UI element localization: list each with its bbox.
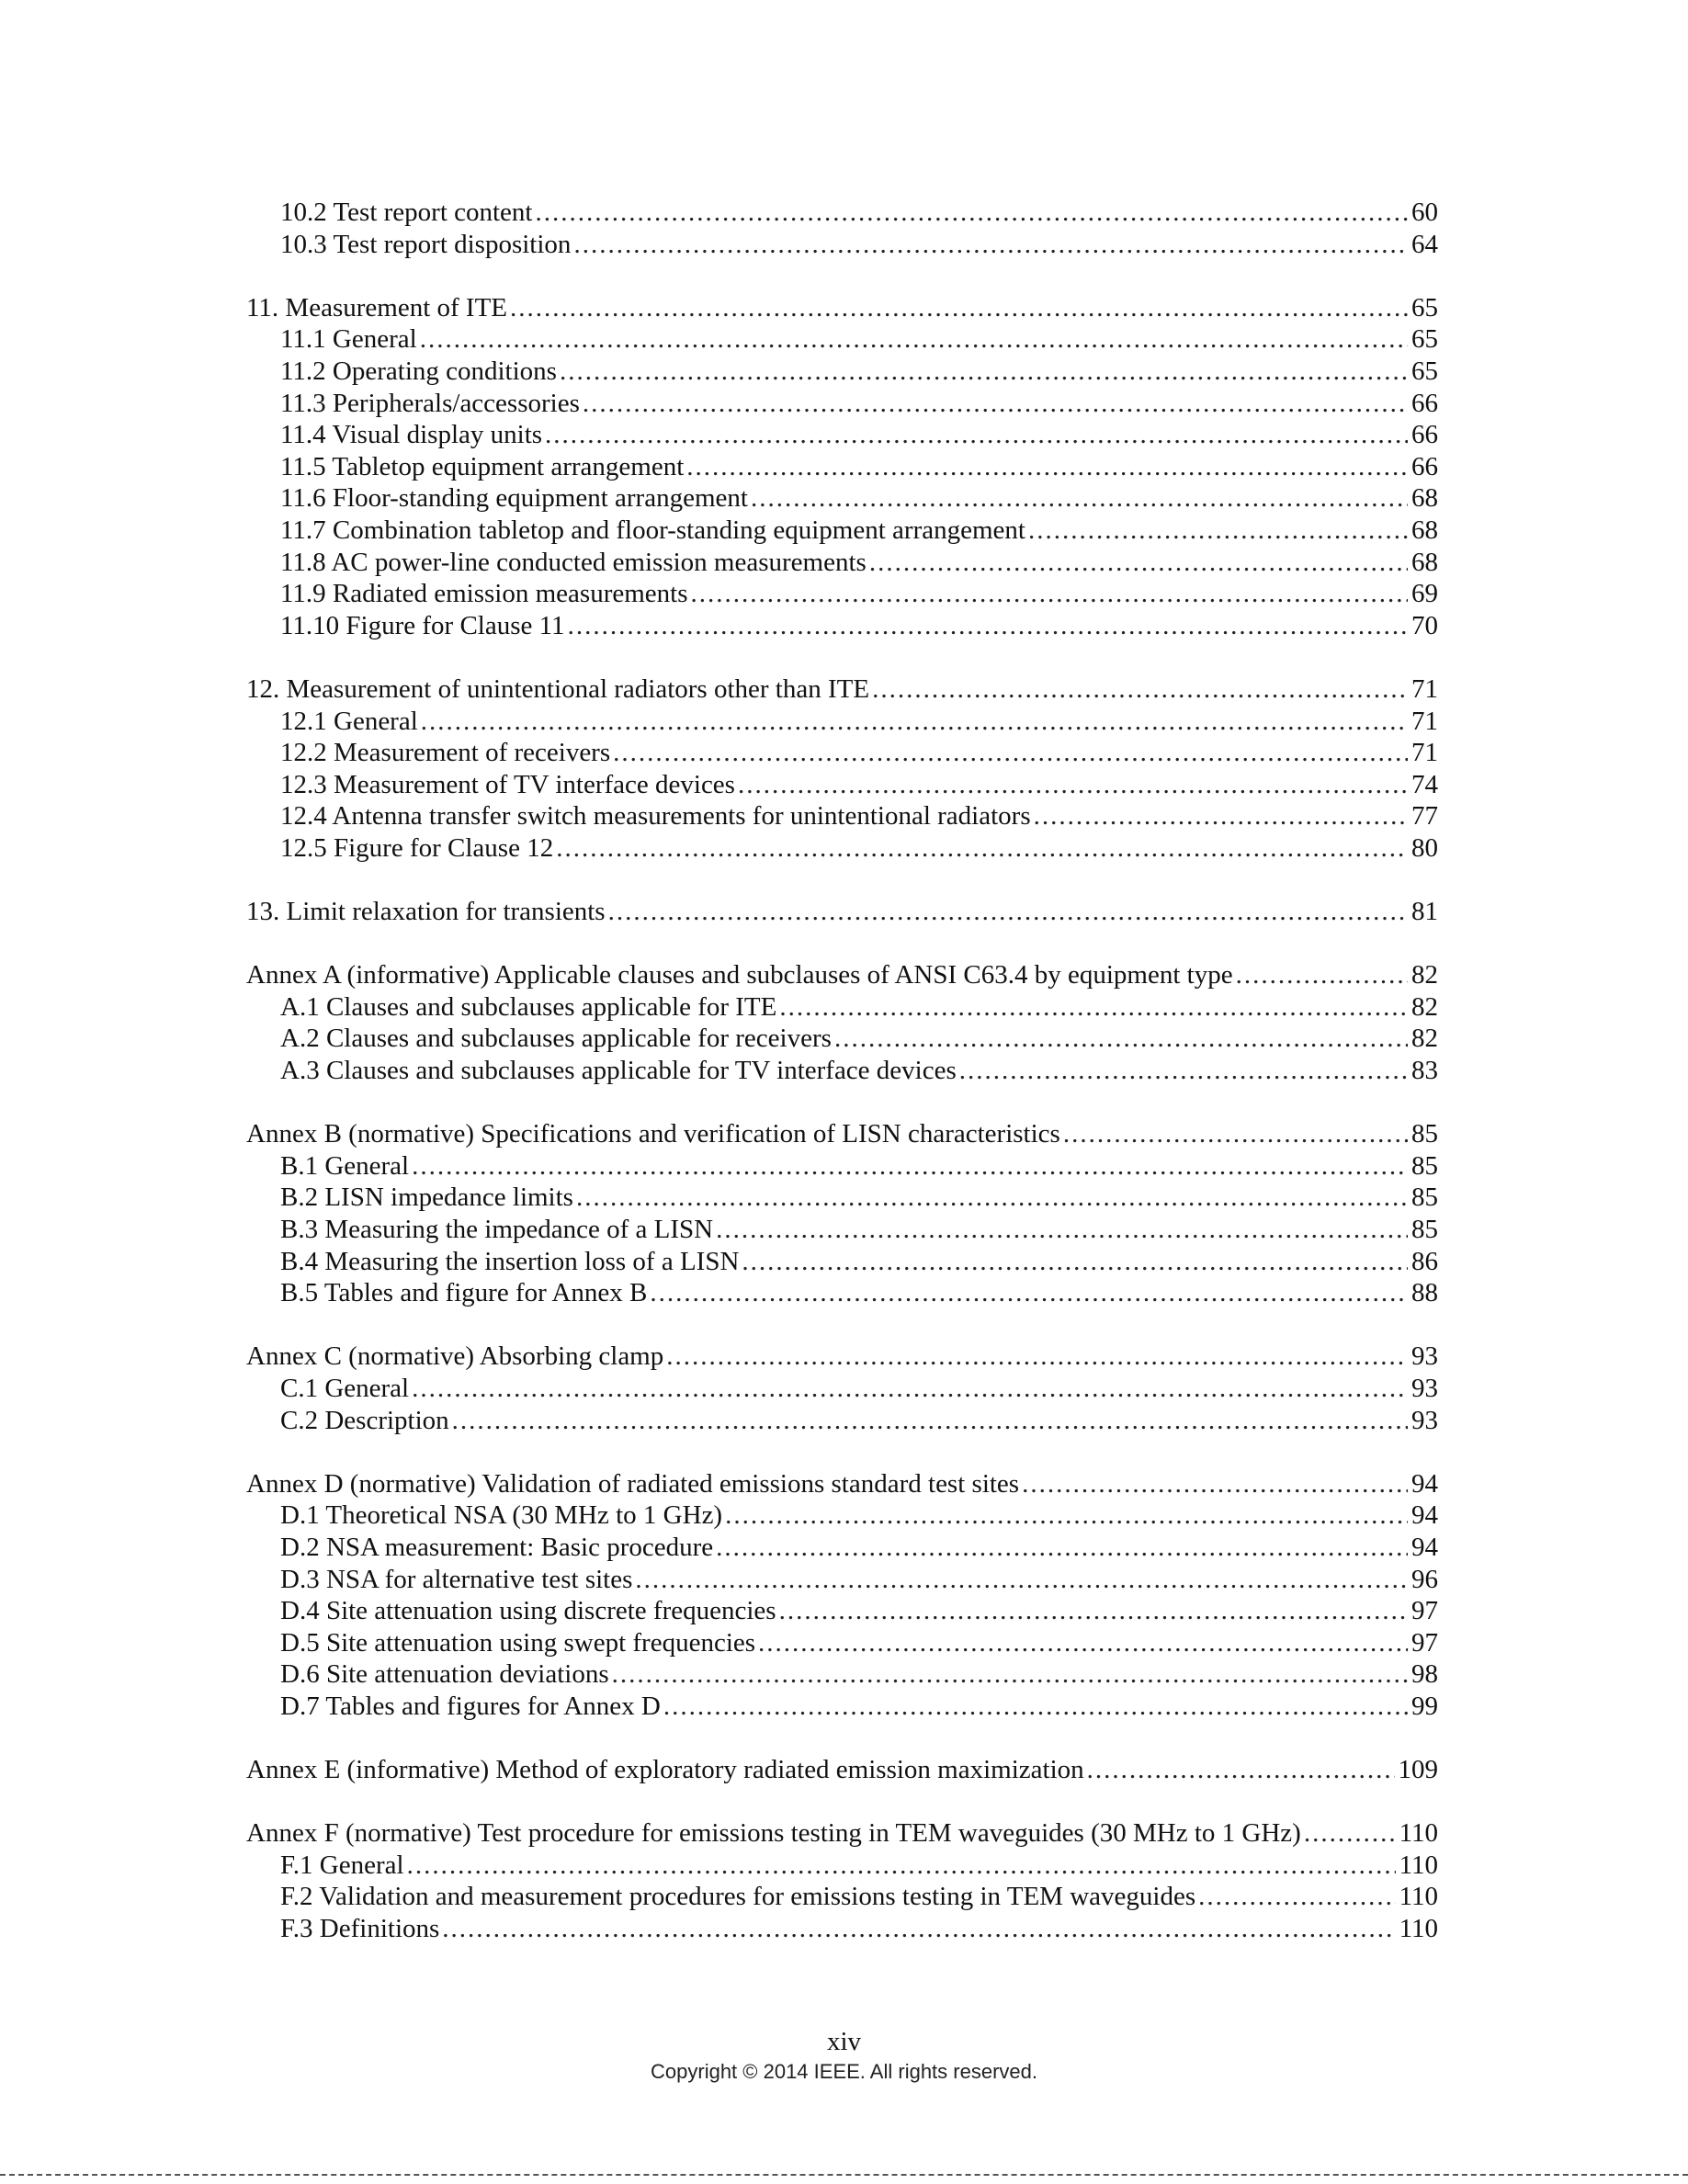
toc-leader-dots <box>576 1182 1408 1214</box>
toc-entry-page: 82 <box>1411 960 1438 990</box>
toc-entry-title: F.1 General <box>280 1850 404 1880</box>
toc-entry[interactable] <box>246 1658 1438 1691</box>
toc-entry-title: 11.7 Combination tabletop and floor-standing equipment arrangement <box>280 515 1025 545</box>
toc-entry-title: Annex F (normative) Test procedure for emissions testing in TEM waveguides (30 MHz to 1 GHz) <box>246 1818 1301 1849</box>
toc-entry-page: 77 <box>1411 801 1438 832</box>
toc-entry-page: 65 <box>1411 356 1438 386</box>
toc-entry-title: C.1 General <box>280 1373 410 1403</box>
toc-entry-page: 93 <box>1411 1405 1438 1435</box>
toc-leader-dots <box>650 1277 1408 1309</box>
toc-entry[interactable] <box>246 832 1438 865</box>
toc-entry-title: 12.3 Measurement of TV interface devices <box>280 769 735 799</box>
toc-entry[interactable] <box>246 1627 1438 1659</box>
toc-entry-page: 110 <box>1399 1850 1438 1880</box>
toc-entry[interactable] <box>246 1691 1438 1723</box>
toc-leader-dots <box>635 1564 1408 1596</box>
toc-entry-page: 85 <box>1411 1215 1438 1244</box>
toc-entry[interactable] <box>246 800 1438 832</box>
toc-entry[interactable] <box>246 610 1438 642</box>
toc-entry[interactable] <box>246 1595 1438 1627</box>
toc-entry[interactable] <box>246 1754 1438 1786</box>
toc-entry-title: 11.6 Floor-standing equipment arrangement <box>280 483 748 514</box>
toc-entry[interactable] <box>246 419 1438 451</box>
toc-entry[interactable] <box>246 1182 1438 1214</box>
toc-entry-title: 11.8 AC power-line conducted emission measurements <box>280 547 867 577</box>
toc-entry-title: 11.10 Figure for Clause 11 <box>280 610 565 640</box>
toc-entry-title: D.1 Theoretical NSA (30 MHz to 1 GHz) <box>280 1500 723 1531</box>
toc-entry[interactable] <box>246 1817 1438 1850</box>
toc-entry-page: 82 <box>1411 1024 1438 1054</box>
toc-leader-dots <box>568 610 1408 642</box>
toc-entry-page: 74 <box>1411 769 1438 799</box>
toc-entry-title: Annex E (informative) Method of exploratory radiated emission maximization <box>246 1755 1084 1785</box>
toc-entry-page: 99 <box>1411 1691 1438 1721</box>
toc-entry-title: 12.2 Measurement of receivers <box>280 738 611 768</box>
toc-entry[interactable] <box>246 1532 1438 1564</box>
toc-entry[interactable] <box>246 673 1438 706</box>
toc-entry-title: 13. Limit relaxation for transients <box>246 897 606 927</box>
toc-leader-dots <box>1236 959 1408 991</box>
toc-entry-page: 65 <box>1411 324 1438 355</box>
toc-leader-dots <box>412 1373 1408 1405</box>
toc-leader-dots <box>691 578 1409 610</box>
toc-entry-page: 97 <box>1411 1627 1438 1658</box>
page-footer <box>0 2025 1688 2086</box>
toc-entry[interactable] <box>246 197 1438 229</box>
toc-entry-title: 12.1 General <box>280 706 418 736</box>
toc-leader-dots <box>686 451 1408 483</box>
toc-entry-title: F.2 Validation and measurement procedures for emissions testing in TEM waveguides <box>280 1882 1196 1912</box>
toc-entry-page: 71 <box>1411 738 1438 768</box>
toc-leader-dots <box>407 1850 1396 1882</box>
toc-entry-page: 93 <box>1411 1341 1438 1372</box>
toc-entry-title: A.1 Clauses and subclauses applicable for ITE <box>280 991 777 1022</box>
toc-entry-title: Annex D (normative) Validation of radiated emissions standard test sites <box>246 1468 1020 1499</box>
toc-entry-title: 12. Measurement of unintentional radiators other than ITE <box>246 673 870 704</box>
toc-entry-title: B.3 Measuring the impedance of a LISN <box>280 1215 714 1244</box>
toc-leader-dots <box>725 1499 1408 1532</box>
toc-leader-dots <box>959 1055 1408 1087</box>
toc-leader-dots <box>1087 1754 1395 1786</box>
toc-entry-page: 69 <box>1411 579 1438 609</box>
toc-entry[interactable] <box>246 959 1438 991</box>
table-of-contents <box>246 197 1438 1945</box>
toc-leader-dots <box>442 1913 1395 1945</box>
toc-entry-page: 81 <box>1411 897 1438 927</box>
toc-entry[interactable] <box>246 388 1438 420</box>
toc-entry[interactable] <box>246 578 1438 610</box>
toc-leader-dots <box>510 292 1408 324</box>
toc-leader-dots <box>412 1150 1408 1183</box>
toc-entry-page: 85 <box>1411 1183 1438 1213</box>
toc-entry-page: 68 <box>1411 483 1438 514</box>
toc-entry-page: 110 <box>1399 1914 1438 1944</box>
toc-entry-page: 71 <box>1411 706 1438 736</box>
toc-entry[interactable] <box>246 769 1438 801</box>
toc-entry-title: D.7 Tables and figures for Annex D <box>280 1691 661 1721</box>
toc-entry-page: 70 <box>1411 610 1438 640</box>
toc-entry[interactable] <box>246 323 1438 356</box>
toc-entry[interactable] <box>246 1468 1438 1500</box>
toc-leader-dots <box>872 673 1408 706</box>
toc-entry[interactable] <box>246 451 1438 483</box>
toc-entry-page: 97 <box>1411 1596 1438 1626</box>
toc-entry[interactable] <box>246 1150 1438 1183</box>
toc-entry[interactable] <box>246 706 1438 738</box>
toc-entry-title: B.4 Measuring the insertion loss of a LISN <box>280 1246 740 1276</box>
toc-entry-page: 85 <box>1411 1119 1438 1149</box>
toc-leader-dots <box>738 769 1408 801</box>
toc-entry-title: A.2 Clauses and subclauses applicable for receivers <box>280 1024 832 1054</box>
toc-entry-page: 88 <box>1411 1278 1438 1308</box>
toc-entry-page: 66 <box>1411 451 1438 481</box>
toc-leader-dots <box>583 388 1408 420</box>
toc-entry[interactable] <box>246 1118 1438 1150</box>
toc-entry[interactable] <box>246 1913 1438 1945</box>
toc-entry[interactable] <box>246 1373 1438 1405</box>
toc-leader-dots <box>779 991 1408 1024</box>
toc-entry[interactable] <box>246 1214 1438 1246</box>
toc-leader-dots <box>1034 800 1408 832</box>
toc-entry[interactable] <box>246 1405 1438 1437</box>
toc-entry-page: 93 <box>1411 1373 1438 1403</box>
toc-leader-dots <box>556 832 1408 865</box>
toc-entry-title: 11.9 Radiated emission measurements <box>280 579 688 609</box>
toc-entry-title: 11.5 Tabletop equipment arrangement <box>280 451 685 481</box>
toc-leader-dots <box>663 1691 1408 1723</box>
copyright-notice: Copyright © 2014 IEEE. All rights reserved. <box>651 2060 1037 2083</box>
toc-entry-page: 110 <box>1399 1818 1438 1849</box>
toc-leader-dots <box>535 197 1408 229</box>
toc-entry-title: D.6 Site attenuation deviations <box>280 1659 609 1690</box>
toc-entry-title: F.3 Definitions <box>280 1914 440 1944</box>
toc-entry-title: 11. Measurement of ITE <box>246 292 507 323</box>
page-edge-divider <box>0 2174 1688 2176</box>
toc-entry-title: 10.3 Test report disposition <box>280 229 572 259</box>
toc-entry-title: 10.2 Test report content <box>280 198 533 227</box>
toc-entry-page: 65 <box>1411 292 1438 323</box>
toc-entry-page: 66 <box>1411 420 1438 450</box>
toc-entry-title: Annex A (informative) Applicable clauses and subclauses of ANSI C63.4 by equipment type <box>246 960 1233 990</box>
toc-leader-dots <box>1022 1468 1408 1500</box>
toc-entry-title: D.2 NSA measurement: Basic procedure <box>280 1532 714 1562</box>
toc-leader-dots <box>421 706 1408 738</box>
toc-leader-dots <box>716 1532 1408 1564</box>
toc-entry-page: 66 <box>1411 388 1438 418</box>
toc-entry-page: 94 <box>1411 1532 1438 1562</box>
toc-entry-page: 68 <box>1411 515 1438 545</box>
toc-leader-dots <box>545 419 1408 451</box>
toc-entry-title: Annex C (normative) Absorbing clamp <box>246 1341 664 1372</box>
toc-entry[interactable] <box>246 1023 1438 1055</box>
toc-leader-dots <box>1063 1118 1408 1150</box>
toc-entry[interactable] <box>246 1564 1438 1596</box>
toc-entry[interactable] <box>246 1499 1438 1532</box>
toc-entry-page: 71 <box>1411 673 1438 704</box>
toc-entry[interactable] <box>246 547 1438 579</box>
toc-entry-title: 11.4 Visual display units <box>280 420 543 450</box>
toc-leader-dots <box>1198 1881 1395 1913</box>
toc-leader-dots <box>560 356 1408 388</box>
toc-entry-page: 83 <box>1411 1056 1438 1086</box>
toc-entry-page: 109 <box>1398 1755 1438 1785</box>
toc-entry-page: 82 <box>1411 991 1438 1022</box>
toc-entry-page: 85 <box>1411 1150 1438 1181</box>
toc-entry-page: 86 <box>1411 1246 1438 1276</box>
toc-entry-page: 64 <box>1411 229 1438 259</box>
toc-entry[interactable] <box>246 1055 1438 1087</box>
toc-leader-dots <box>779 1595 1408 1627</box>
toc-entry-page: 60 <box>1411 198 1438 227</box>
toc-entry[interactable] <box>246 1277 1438 1309</box>
toc-entry-page: 110 <box>1399 1882 1438 1912</box>
toc-entry-title: Annex B (normative) Specifications and verification of LISN characteristics <box>246 1119 1060 1149</box>
toc-entry-title: B.2 LISN impedance limits <box>280 1183 573 1213</box>
toc-leader-dots <box>420 323 1408 356</box>
toc-entry-page: 94 <box>1411 1500 1438 1531</box>
toc-entry-title: B.5 Tables and figure for Annex B <box>280 1278 648 1308</box>
toc-entry[interactable] <box>246 292 1438 324</box>
toc-leader-dots <box>666 1341 1408 1373</box>
toc-entry[interactable] <box>246 991 1438 1024</box>
toc-entry-title: D.4 Site attenuation using discrete frequencies <box>280 1596 776 1626</box>
toc-leader-dots <box>573 229 1408 261</box>
toc-entry-title: 11.2 Operating conditions <box>280 356 557 386</box>
toc-entry-page: 98 <box>1411 1659 1438 1690</box>
toc-entry-page: 94 <box>1411 1468 1438 1499</box>
toc-leader-dots <box>612 1658 1408 1691</box>
toc-leader-dots <box>1028 515 1408 547</box>
toc-leader-dots <box>452 1405 1408 1437</box>
toc-entry-title: B.1 General <box>280 1150 410 1181</box>
toc-entry-title: C.2 Description <box>280 1405 449 1435</box>
toc-leader-dots <box>716 1214 1408 1246</box>
toc-entry[interactable] <box>246 482 1438 515</box>
toc-entry[interactable] <box>246 1850 1438 1882</box>
toc-leader-dots <box>834 1023 1408 1055</box>
toc-leader-dots <box>613 737 1408 769</box>
toc-entry[interactable] <box>246 1881 1438 1913</box>
toc-entry-title: D.5 Site attenuation using swept frequencies <box>280 1627 756 1658</box>
toc-entry[interactable] <box>246 737 1438 769</box>
toc-entry-page: 80 <box>1411 832 1438 863</box>
toc-entry-title: 12.4 Antenna transfer switch measurements for unintentional radiators <box>280 801 1031 832</box>
toc-entry[interactable] <box>246 229 1438 261</box>
toc-entry-title: 11.1 General <box>280 324 417 355</box>
toc-entry[interactable] <box>246 515 1438 547</box>
toc-entry-title: 11.3 Peripherals/accessories <box>280 388 580 418</box>
toc-entry-title: 12.5 Figure for Clause 12 <box>280 832 554 863</box>
toc-entry[interactable] <box>246 896 1438 928</box>
toc-leader-dots <box>608 896 1408 928</box>
page-number: xiv <box>826 2027 862 2056</box>
toc-entry[interactable] <box>246 1246 1438 1278</box>
toc-entry-title: D.3 NSA for alternative test sites <box>280 1564 633 1594</box>
toc-entry-page: 96 <box>1411 1564 1438 1594</box>
toc-entry[interactable] <box>246 1341 1438 1373</box>
toc-leader-dots <box>742 1246 1408 1278</box>
toc-leader-dots <box>1304 1817 1396 1850</box>
toc-leader-dots <box>758 1627 1408 1659</box>
toc-entry-page: 68 <box>1411 547 1438 577</box>
toc-entry[interactable] <box>246 356 1438 388</box>
toc-leader-dots <box>869 547 1408 579</box>
toc-leader-dots <box>751 482 1408 515</box>
toc-entry-title: A.3 Clauses and subclauses applicable for TV interface devices <box>280 1056 957 1086</box>
